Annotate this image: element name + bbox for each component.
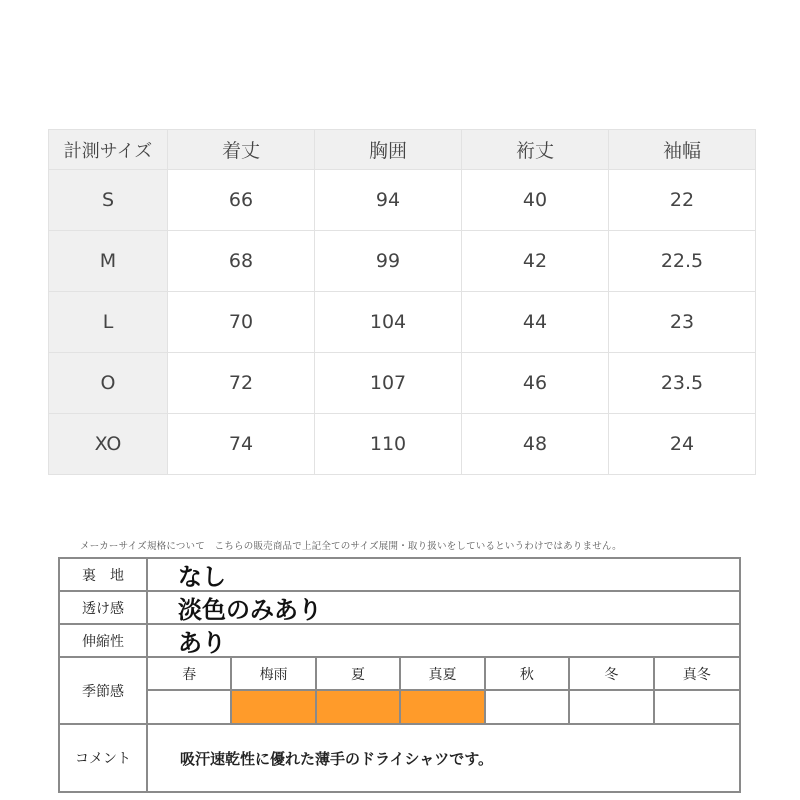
table-row	[49, 292, 756, 353]
table-cell: 107	[315, 353, 462, 414]
table-cell: 94	[315, 170, 462, 231]
table-cell: 23	[609, 292, 756, 353]
table-row	[49, 170, 756, 231]
table-cell: 48	[462, 414, 609, 475]
header-sleeve-length: 裄丈	[462, 130, 609, 170]
size-label: O	[49, 353, 168, 414]
attr-value: なし	[178, 563, 226, 591]
season-grid	[148, 658, 739, 723]
attr-label: コメント	[60, 725, 148, 791]
table-cell: 22.5	[609, 231, 756, 292]
season-indicator-active	[401, 691, 485, 723]
size-label: XO	[49, 414, 168, 475]
table-cell: 44	[462, 292, 609, 353]
season-indicator-active	[232, 691, 316, 723]
season-label: 真冬	[655, 658, 739, 691]
size-table-header-row	[49, 130, 756, 170]
attr-label: 透け感	[60, 592, 148, 623]
table-cell: 24	[609, 414, 756, 475]
header-length: 着丈	[168, 130, 315, 170]
attr-row-season	[60, 658, 739, 725]
table-cell: 74	[168, 414, 315, 475]
comment-text: 吸汗速乾性に優れた薄手のドライシャツです。	[180, 749, 494, 768]
size-table	[48, 129, 756, 475]
attr-value: あり	[178, 629, 226, 657]
season-label: 梅雨	[232, 658, 316, 691]
attr-row-lining	[60, 559, 739, 592]
product-attributes-table	[58, 557, 741, 793]
header-sleeve-width: 袖幅	[609, 130, 756, 170]
table-cell: 99	[315, 231, 462, 292]
table-cell: 46	[462, 353, 609, 414]
size-label: M	[49, 231, 168, 292]
table-cell: 70	[168, 292, 315, 353]
header-chest: 胸囲	[315, 130, 462, 170]
table-cell: 72	[168, 353, 315, 414]
size-label: L	[49, 292, 168, 353]
table-cell: 66	[168, 170, 315, 231]
season-label: 冬	[570, 658, 654, 691]
season-indicator-inactive	[148, 691, 232, 723]
table-cell: 23.5	[609, 353, 756, 414]
season-indicator-inactive	[486, 691, 570, 723]
table-row	[49, 353, 756, 414]
attr-label: 伸縮性	[60, 625, 148, 656]
size-label: S	[49, 170, 168, 231]
header-measure-size: 計測サイズ	[49, 130, 168, 170]
table-cell: 68	[168, 231, 315, 292]
season-label: 真夏	[401, 658, 485, 691]
season-label: 春	[148, 658, 232, 691]
table-cell: 104	[315, 292, 462, 353]
attr-row-stretch	[60, 625, 739, 658]
table-cell: 42	[462, 231, 609, 292]
season-indicator-inactive	[570, 691, 654, 723]
attr-row-comment	[60, 725, 739, 791]
table-cell: 110	[315, 414, 462, 475]
season-label: 秋	[486, 658, 570, 691]
season-indicator-active	[317, 691, 401, 723]
table-cell: 40	[462, 170, 609, 231]
table-row	[49, 414, 756, 475]
attr-label: 裏 地	[60, 559, 148, 590]
table-row	[49, 231, 756, 292]
attr-row-sheer	[60, 592, 739, 625]
size-disclaimer-note: メーカーサイズ規格について こちらの販売商品で上記全てのサイズ展開・取り扱いをしているというわけではありません。	[80, 541, 622, 552]
table-cell: 22	[609, 170, 756, 231]
attr-value: 淡色のみあり	[178, 596, 322, 624]
attr-label: 季節感	[60, 658, 148, 723]
season-indicator-inactive	[655, 691, 739, 723]
season-label: 夏	[317, 658, 401, 691]
